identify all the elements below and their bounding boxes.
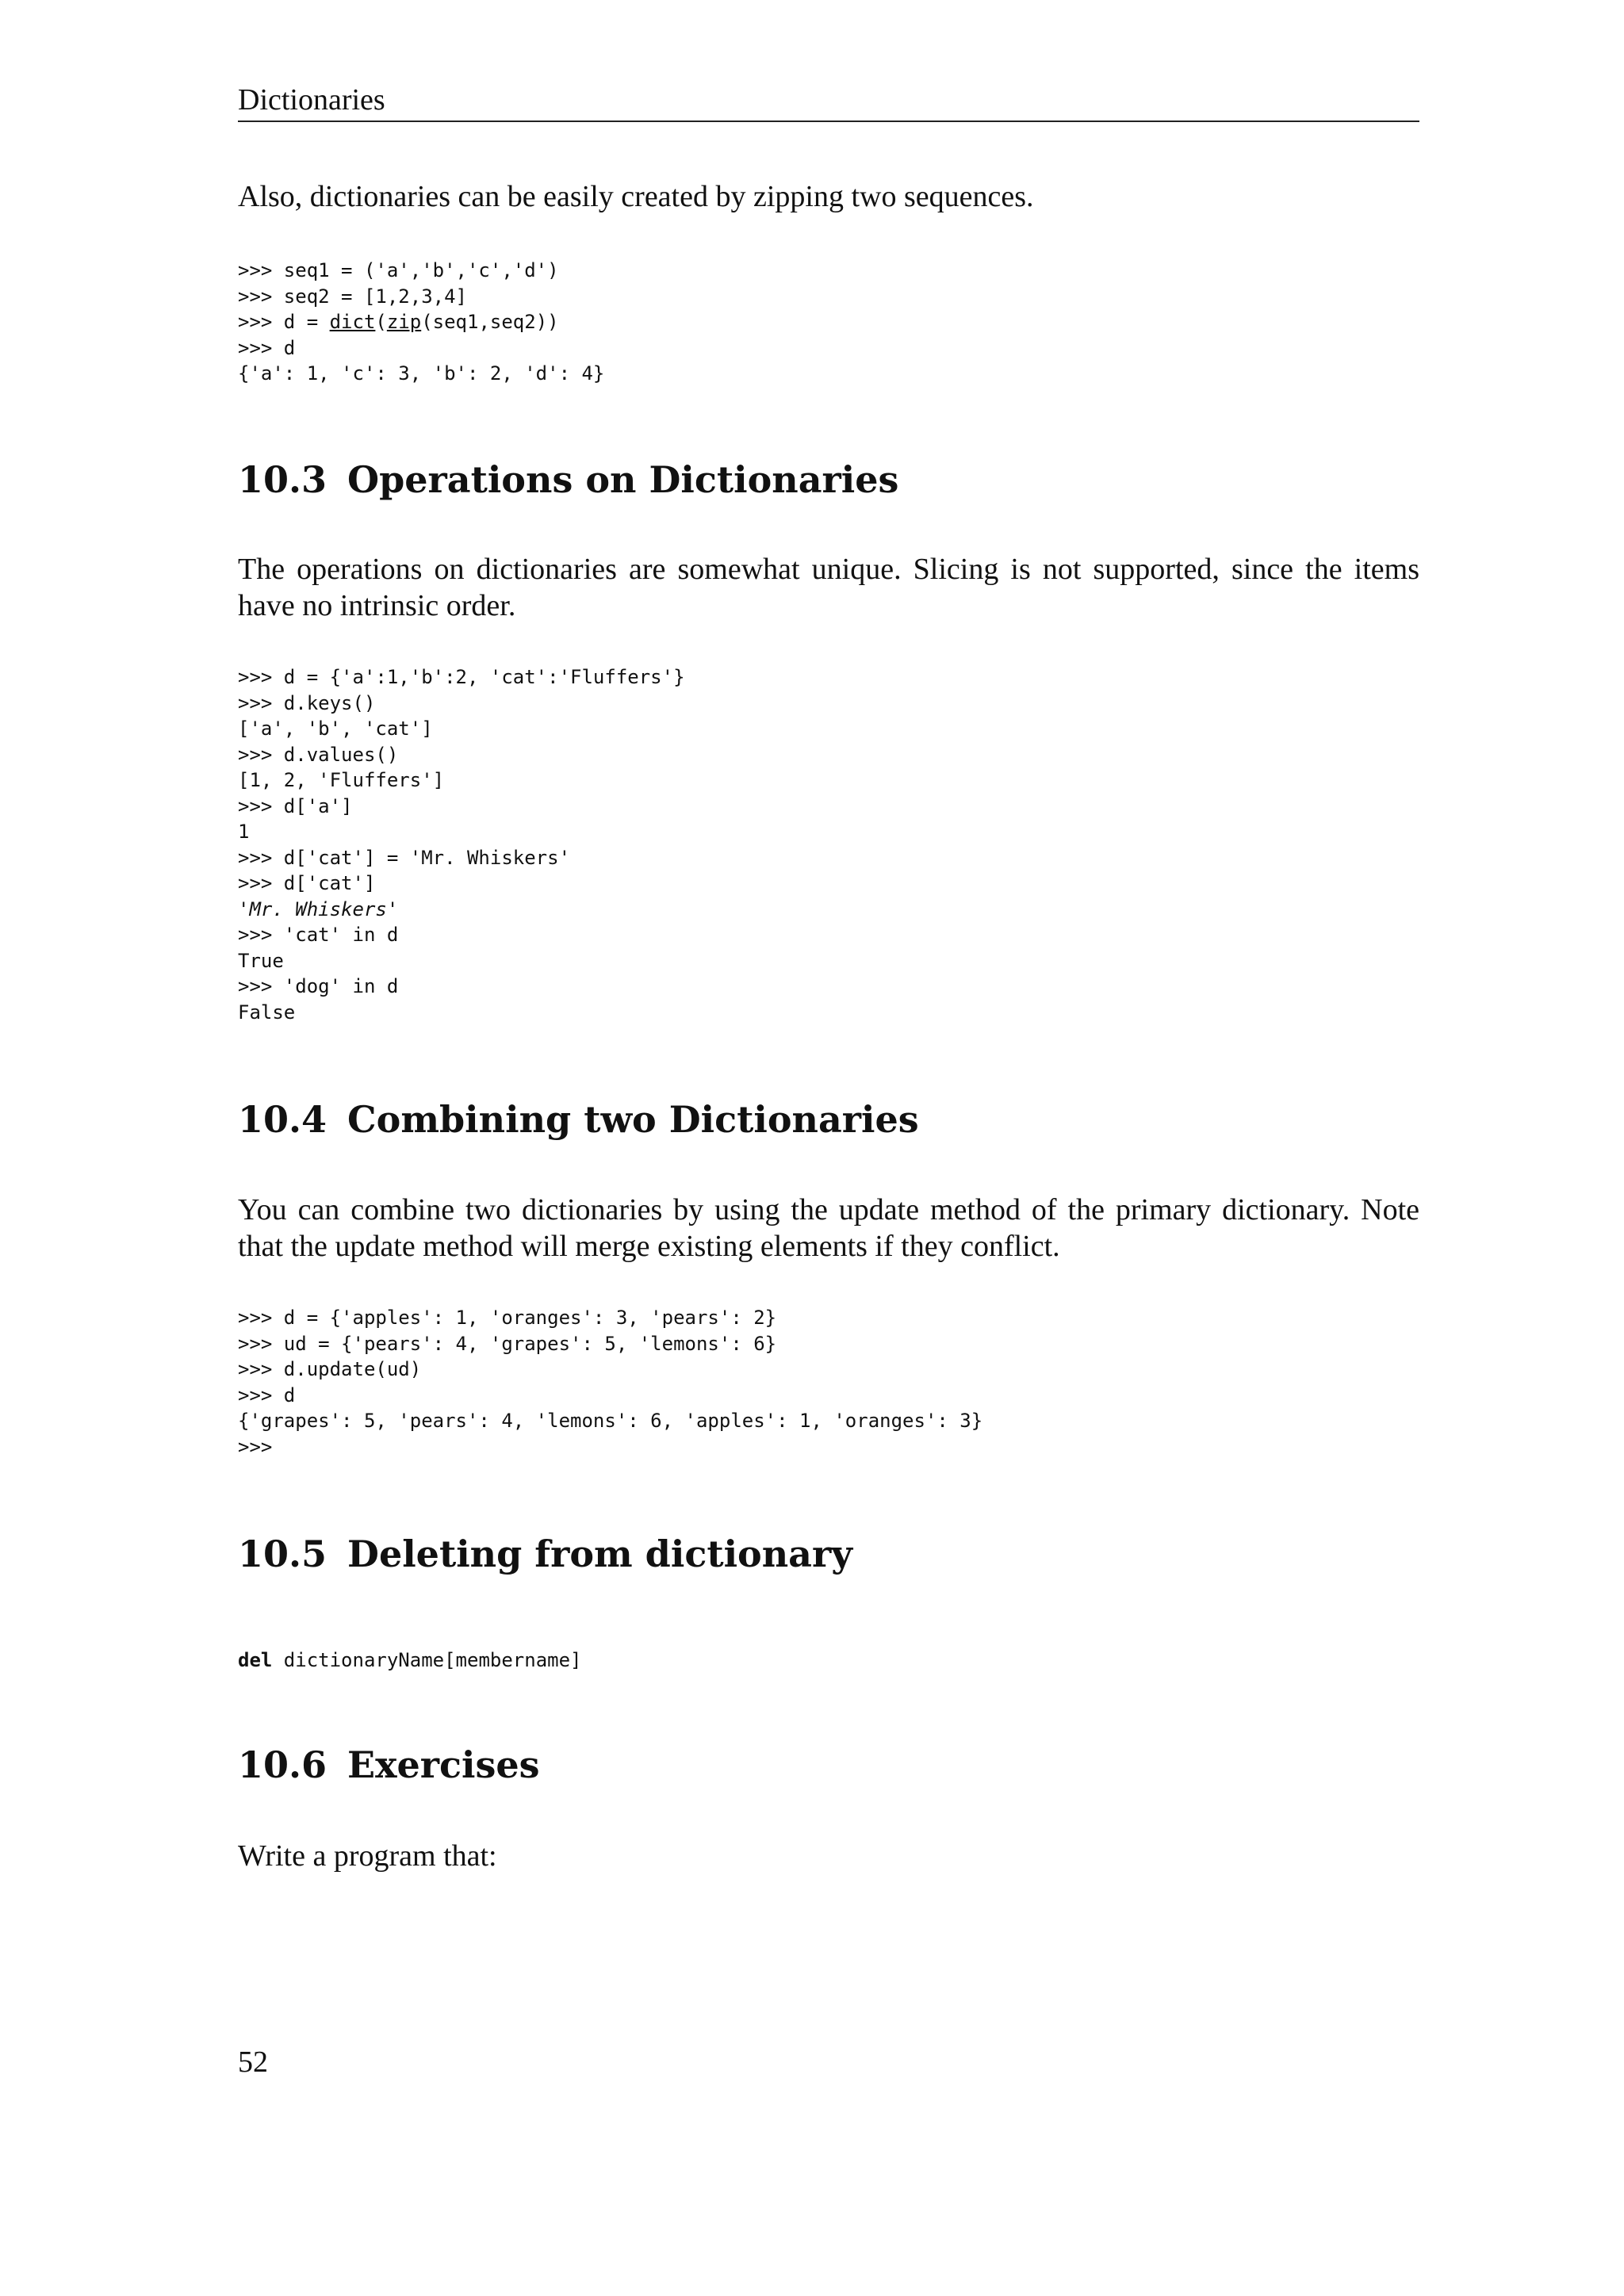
- code-text: >>> d =: [238, 311, 330, 333]
- paragraph-10-6: Write a program that:: [238, 1839, 497, 1873]
- intro-paragraph: Also, dictionaries can be easily created by zipping two sequences.: [238, 180, 1034, 213]
- code-line: >>> d: [238, 336, 296, 359]
- code-text: (: [375, 311, 387, 333]
- page-number: 52: [238, 2045, 268, 2079]
- code-line: >>> ud = {'pears': 4, 'grapes': 5, 'lemons': 6}: [238, 1332, 777, 1355]
- code-line: >>> d['cat'] = 'Mr. Whiskers': [238, 846, 571, 869]
- section-number: 10.3: [238, 458, 327, 501]
- code-line: [238, 1647, 582, 1674]
- paragraph-10-4: You can combine two dictionaries by using the update method of the primary dictionary. Note that the update method will merge existing elements if they conflict.: [238, 1193, 1419, 1263]
- section-heading-10-5: [238, 1530, 852, 1578]
- code-line: >>> d.keys(): [238, 691, 376, 714]
- section-number: 10.6: [238, 1743, 327, 1786]
- del-keyword: del: [238, 1649, 273, 1671]
- section-heading-10-6: [238, 1741, 540, 1789]
- code-line: [238, 309, 604, 335]
- code-line: {'grapes': 5, 'pears': 4, 'lemons': 6, 'apples': 1, 'oranges': 3}: [238, 1410, 983, 1432]
- section-title: Exercises: [347, 1743, 540, 1786]
- code-line: >>> 'cat' in d: [238, 924, 399, 946]
- code-line: True: [238, 949, 284, 972]
- section-title: Combining two Dictionaries: [347, 1098, 919, 1141]
- section-number: 10.5: [238, 1533, 327, 1575]
- section-heading-10-3: [238, 456, 898, 503]
- code-line: False: [238, 1001, 296, 1024]
- code-line: {'a': 1, 'c': 3, 'b': 2, 'd': 4}: [238, 362, 605, 385]
- code-text: dictionaryName[membername]: [272, 1649, 582, 1671]
- code-block-update: [238, 1305, 982, 1460]
- code-line: >>> seq2 = [1,2,3,4]: [238, 285, 467, 308]
- code-line: >>>: [238, 1435, 273, 1458]
- code-line: >>> d.values(): [238, 743, 399, 766]
- code-line: >>> d['a']: [238, 794, 353, 817]
- code-line: >>> 'dog' in d: [238, 975, 399, 997]
- running-header: Dictionaries: [238, 79, 1419, 122]
- code-line: 'Mr. Whiskers': [238, 897, 399, 920]
- code-line: >>> d = {'apples': 1, 'oranges': 3, 'pears': 2}: [238, 1307, 777, 1329]
- code-line: >>> d['cat']: [238, 872, 376, 894]
- code-line: [1, 2, 'Fluffers']: [238, 769, 445, 791]
- code-line: 1: [238, 821, 250, 843]
- code-line: >>> seq1 = ('a','b','c','d'): [238, 259, 559, 281]
- section-number: 10.4: [238, 1098, 327, 1141]
- dict-builtin: dict: [329, 311, 376, 333]
- paragraph-10-3: The operations on dictionaries are somewhat unique. Slicing is not supported, since the items have no intrinsic order.: [238, 553, 1419, 622]
- code-line: >>> d.update(ud): [238, 1358, 422, 1380]
- code-block-del: [238, 1647, 582, 1674]
- section-title: Deleting from dictionary: [347, 1533, 852, 1575]
- code-line: >>> d: [238, 1383, 296, 1406]
- code-text: (seq1,seq2)): [421, 311, 559, 333]
- code-line: ['a', 'b', 'cat']: [238, 718, 433, 740]
- code-line: >>> d = {'a':1,'b':2, 'cat':'Fluffers'}: [238, 666, 685, 688]
- code-block-zip: [238, 258, 604, 387]
- code-block-operations: [238, 664, 685, 1025]
- section-title: Operations on Dictionaries: [347, 458, 899, 501]
- zip-builtin: zip: [386, 311, 422, 333]
- section-heading-10-4: [238, 1096, 919, 1143]
